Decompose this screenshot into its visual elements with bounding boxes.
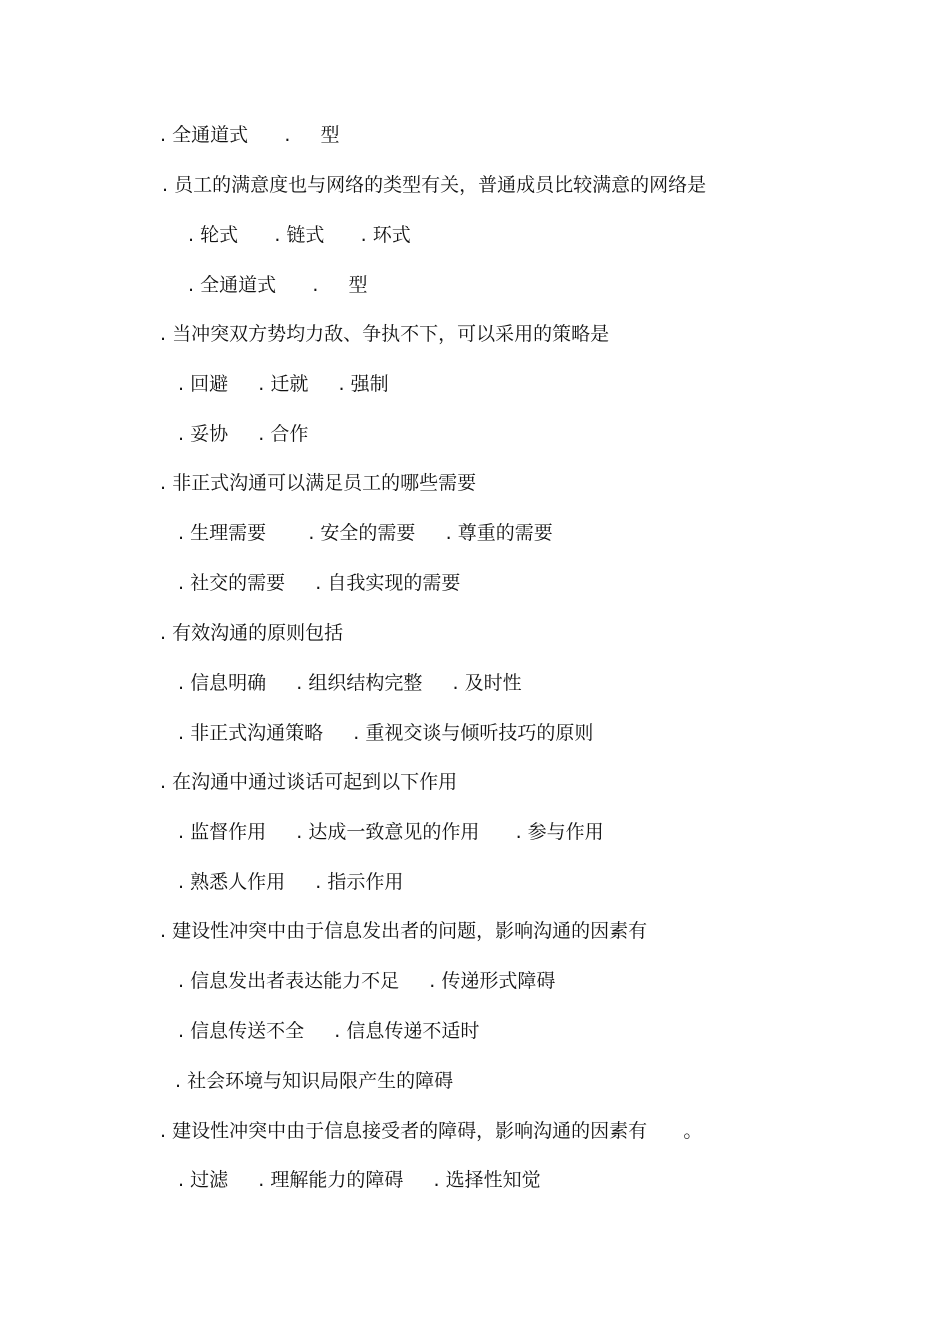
question-line: . 非正式沟通可以满足员工的哪些需要 bbox=[160, 472, 477, 494]
option-line: . 全通道式 . 型 bbox=[160, 124, 340, 146]
option-line: . 轮式 . 链式 . 环式 bbox=[188, 224, 411, 246]
option-line: . 监督作用 . 达成一致意见的作用 . 参与作用 bbox=[178, 821, 604, 843]
question-line: . 建设性冲突中由于信息发出者的问题，影响沟通的因素有 bbox=[160, 920, 648, 942]
question-line: . 在沟通中通过谈话可起到以下作用 bbox=[160, 771, 458, 793]
option-line: . 信息传送不全 . 信息传递不适时 bbox=[178, 1020, 480, 1042]
question-line: . 员工的满意度也与网络的类型有关，普通成员比较满意的网络是 bbox=[162, 174, 707, 196]
option-line: . 过滤 . 理解能力的障碍 . 选择性知觉 bbox=[178, 1169, 541, 1191]
question-line: . 当冲突双方势均力敌、争执不下，可以采用的策略是 bbox=[160, 323, 610, 345]
option-line: . 社交的需要 . 自我实现的需要 bbox=[178, 572, 461, 594]
option-line: . 全通道式 . 型 bbox=[188, 274, 368, 296]
option-line: . 社会环境与知识局限产生的障碍 bbox=[175, 1070, 454, 1092]
option-line: . 熟悉人作用 . 指示作用 bbox=[178, 871, 404, 893]
option-line: . 非正式沟通策略 . 重视交谈与倾听技巧的原则 bbox=[178, 722, 594, 744]
option-line: . 回避 . 迁就 . 强制 bbox=[178, 373, 389, 395]
option-line: . 信息明确 . 组织结构完整 . 及时性 bbox=[178, 672, 522, 694]
option-line: . 生理需要 . 安全的需要 . 尊重的需要 bbox=[178, 522, 553, 544]
option-line: . 信息发出者表达能力不足 . 传递形式障碍 bbox=[178, 970, 556, 992]
question-line: . 建设性冲突中由于信息接受者的障碍，影响沟通的因素有 。 bbox=[160, 1120, 703, 1142]
question-line: . 有效沟通的原则包括 bbox=[160, 622, 344, 644]
option-line: . 妥协 . 合作 bbox=[178, 423, 309, 445]
